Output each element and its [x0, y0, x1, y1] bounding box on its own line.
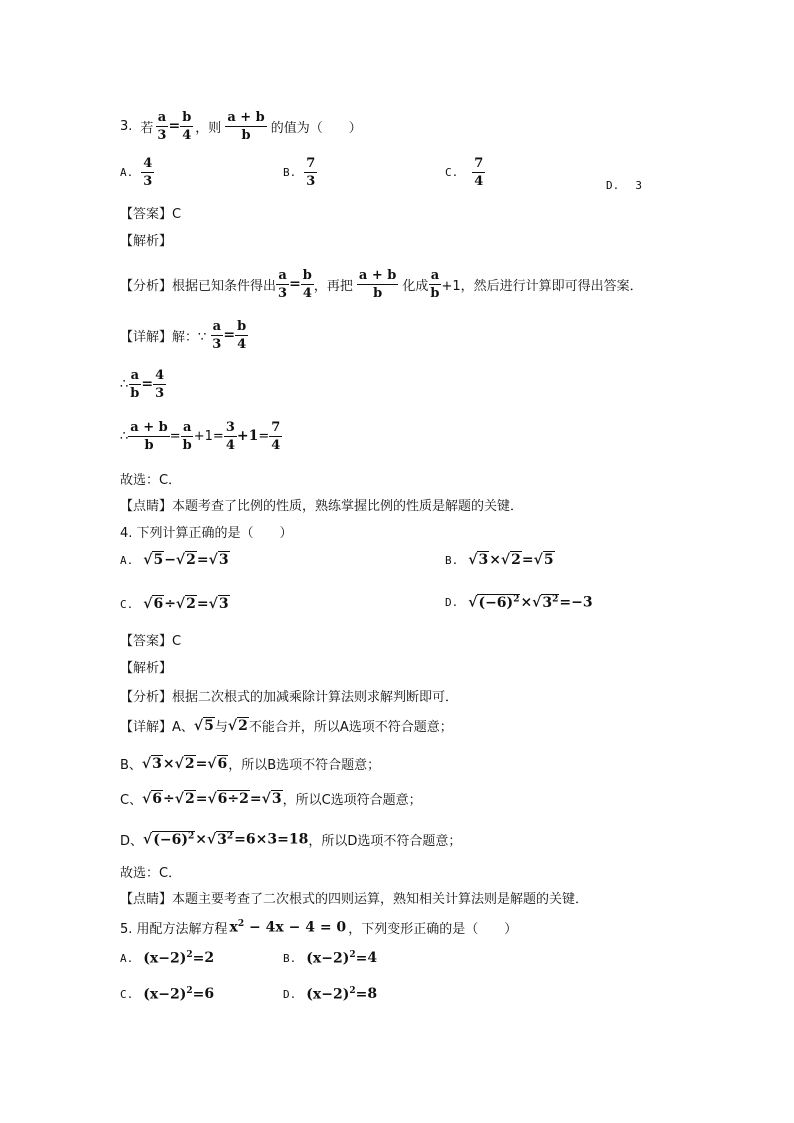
q3-guxuan: 故选：C． — [120, 473, 182, 488]
q3-dianjing: 【点睛】本题考查了比例的性质，熟练掌握比例的性质是解题的关键． — [120, 499, 524, 514]
q4-stem: 4. 下列计算正确的是（ ） — [120, 526, 293, 541]
q3-step-result: ∴ $\frac{a + b}{b}$ = $\frac{a}{b}$ +1= $\frac{3}{4}$ +1 = $\frac{7}{4}$ — [120, 419, 281, 453]
q5-stem: 5. 用配方法解方程 $x^2 - 4x - 4 = 0$ ，下列变形正确的是（ ） — [120, 919, 518, 937]
q3-jiexi: 【解析】 — [120, 234, 173, 249]
q3-option-a: A. $\frac{4}{3}$ — [120, 155, 153, 189]
target-expression: $\frac{a + b}{b}$ — [227, 109, 265, 143]
q4-fenxi: 【分析】根据二次根式的加减乘除计算法则求解判断即可． — [120, 690, 459, 705]
q4-detail-a: 【详解】A、 √5 与 √2 不能合并，所以A选项不符合题意； — [120, 717, 453, 735]
question-number: 3. — [120, 118, 133, 134]
q4-guxuan: 故选：C． — [120, 866, 182, 881]
q4-detail-c: C、 √6÷√2=√6÷2=√3 ，所以C选项符合题意； — [120, 790, 422, 808]
q4-detail-b: B、 √3×√2=√6 ，所以B选项不符合题意； — [120, 755, 381, 773]
q4-option-a: A. √5−√2=√3 — [120, 552, 229, 568]
q4-option-b: B. √3×√2=√5 — [445, 552, 554, 568]
condition-formula: $\frac{a}{3}$ = $\frac{b}{4}$ — [157, 109, 192, 143]
q3-option-d: D. 3 — [606, 179, 643, 192]
q3-option-c: C. $\frac{7}{4}$ — [445, 155, 484, 189]
q3-stem: 3. 若 $\frac{a}{3}$ = $\frac{b}{4}$ ，则 $\frac{a + b}{b}$ 的值为（ ） — [120, 109, 362, 143]
q5-option-b: B. $(x-2)^2=$ 4 — [283, 950, 378, 967]
q4-option-d: D. $√(-6)^2\times√3^2=-3$ — [445, 594, 593, 611]
q4-jiexi: 【解析】 — [120, 661, 173, 676]
q5-option-a: A. $(x-2)^2=$ 2 — [120, 950, 215, 967]
q3-answer: 【答案】C — [120, 207, 182, 222]
q3-fenxi: 【分析】根据已知条件得出 $\frac{a}{3}$ = $\frac{b}{4}$ ，再把 $\frac{a + b}{b}$ 化成 $\frac{a}{b}$ +1，然后进行计算即可得出答案． — [120, 267, 643, 301]
q4-dianjing: 【点睛】本题主要考查了二次根式的四则运算，熟知相关计算法则是解题的关键． — [120, 892, 589, 907]
q5-option-c: C. $(x-2)^2=$ 6 — [120, 986, 215, 1003]
q3-xiangjie: 【详解】解：∵ $\frac{a}{3}$ = $\frac{b}{4}$ — [120, 318, 247, 352]
q4-option-c: C. √6÷√2=√3 — [120, 596, 229, 612]
q5-option-d: D. $(x-2)^2=$ 8 — [283, 986, 378, 1003]
q4-detail-d: D、 $√(-6)^2\times√3^2=6\times 3=18$ ，所以D选项不符合题意； — [120, 831, 462, 849]
q4-answer: 【答案】C — [120, 634, 182, 649]
q3-step-ratio: ∴ $\frac{a}{b}$ = $\frac{4}{3}$ — [120, 367, 165, 401]
q3-option-b: B. $\frac{7}{3}$ — [283, 155, 316, 189]
